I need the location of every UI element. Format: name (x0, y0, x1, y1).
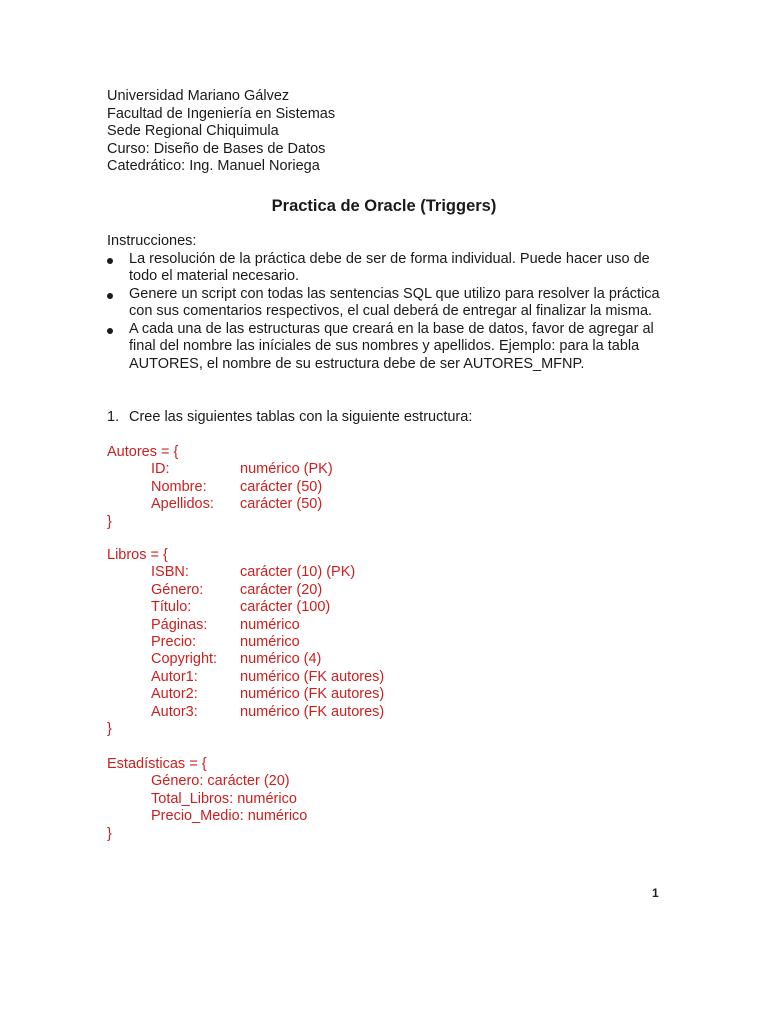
item-number: 1. (107, 409, 120, 425)
instruction-text: La resolución de la práctica debe de ser de forma individual. Puede hacer uso de todo el material necesario. (129, 250, 650, 284)
field-name: Autor2: (151, 686, 198, 703)
field-type: numérico (FK autores) (240, 668, 385, 685)
field-type: carácter (20) (240, 581, 323, 598)
table-field-row (107, 669, 384, 686)
item-text: Cree las siguientes tablas con la siguiente estructura: (129, 409, 473, 425)
page-title: Practica de Oracle (Triggers) (271, 197, 497, 215)
header-campus: Sede Regional Chiquimula (107, 123, 279, 139)
table-field-row (107, 651, 384, 668)
table-libros (107, 547, 384, 738)
field-name: Precio: (151, 634, 197, 651)
page-number: 1 (652, 886, 659, 900)
field-type: carácter (50) (240, 496, 323, 513)
instruction-text: A cada una de las estructuras que creará en la base de datos, favor de agregar al final del nombre las iníciales de sus nombres y apellidos. Ejemplo: para la tabla AUTORES, el nombre de su estructura debe de ser AUTORES_MFNP. (129, 320, 654, 372)
table-close-line: } (107, 513, 112, 530)
field-name: Copyright: (151, 651, 218, 668)
header-course: Curso: Diseño de Bases de Datos (107, 140, 326, 157)
field-line: Total_Libros: numérico (151, 790, 297, 807)
bullet-icon (107, 293, 113, 299)
instruction-item (107, 321, 667, 374)
table-field-row (107, 564, 384, 581)
field-line: Género: carácter (20) (151, 773, 290, 790)
table-field-row (107, 461, 333, 478)
table-field-row (107, 686, 384, 703)
instructions-list (107, 251, 667, 374)
table-field-row (107, 704, 384, 721)
field-type: numérico (240, 616, 300, 633)
table-close-line: } (107, 721, 112, 738)
table-autores (107, 444, 333, 531)
table-field-row (107, 479, 333, 496)
table-field-row (107, 773, 307, 790)
table-field-row (107, 634, 384, 651)
table-open-line: Libros = { (107, 547, 168, 563)
field-type: numérico (FK autores) (240, 686, 385, 703)
field-name: Autor3: (151, 703, 198, 720)
document-header (107, 88, 335, 176)
field-type: numérico (4) (240, 651, 322, 668)
instruction-item (107, 286, 667, 321)
table-field-row (107, 496, 333, 513)
table-open-line: Estadísticas = { (107, 756, 207, 772)
table-open-line: Autores = { (107, 444, 179, 460)
field-name: Autor1: (151, 668, 198, 685)
table-field-row (107, 808, 307, 825)
field-name: Nombre: (151, 478, 207, 495)
table-field-row (107, 617, 384, 634)
instruction-item (107, 251, 667, 286)
field-name: Género: (151, 581, 204, 598)
table-close-line: } (107, 825, 112, 842)
numbered-item-1 (107, 409, 472, 427)
table-field-row (107, 791, 307, 808)
header-university: Universidad Mariano Gálvez (107, 88, 290, 104)
table-field-row (107, 582, 384, 599)
bullet-icon (107, 258, 113, 264)
instruction-text: Genere un script con todas las sentencias SQL que utilizo para resolver la práctica con sus comentarios respectivos, el cual deberá de entregar al finalizar la misma. (129, 285, 660, 319)
field-name: Páginas: (151, 616, 208, 633)
field-name: ISBN: (151, 564, 189, 581)
table-field-row (107, 599, 384, 616)
bullet-icon (107, 328, 113, 334)
field-type: carácter (10) (PK) (240, 564, 356, 581)
field-name: ID: (151, 461, 170, 478)
field-line: Precio_Medio: numérico (151, 808, 308, 825)
field-type: numérico (FK autores) (240, 703, 385, 720)
field-type: carácter (50) (240, 478, 323, 495)
field-type: numérico (PK) (240, 461, 333, 478)
instructions-label: Instrucciones: (107, 233, 197, 249)
header-faculty: Facultad de Ingeniería en Sistemas (107, 105, 336, 122)
field-name: Apellidos: (151, 496, 214, 513)
instructions-section (107, 233, 667, 373)
table-estadisticas (107, 756, 307, 843)
field-type: carácter (100) (240, 599, 331, 616)
header-instructor: Catedrático: Ing. Manuel Noriega (107, 158, 320, 174)
field-name: Título: (151, 599, 192, 616)
field-type: numérico (240, 634, 300, 651)
